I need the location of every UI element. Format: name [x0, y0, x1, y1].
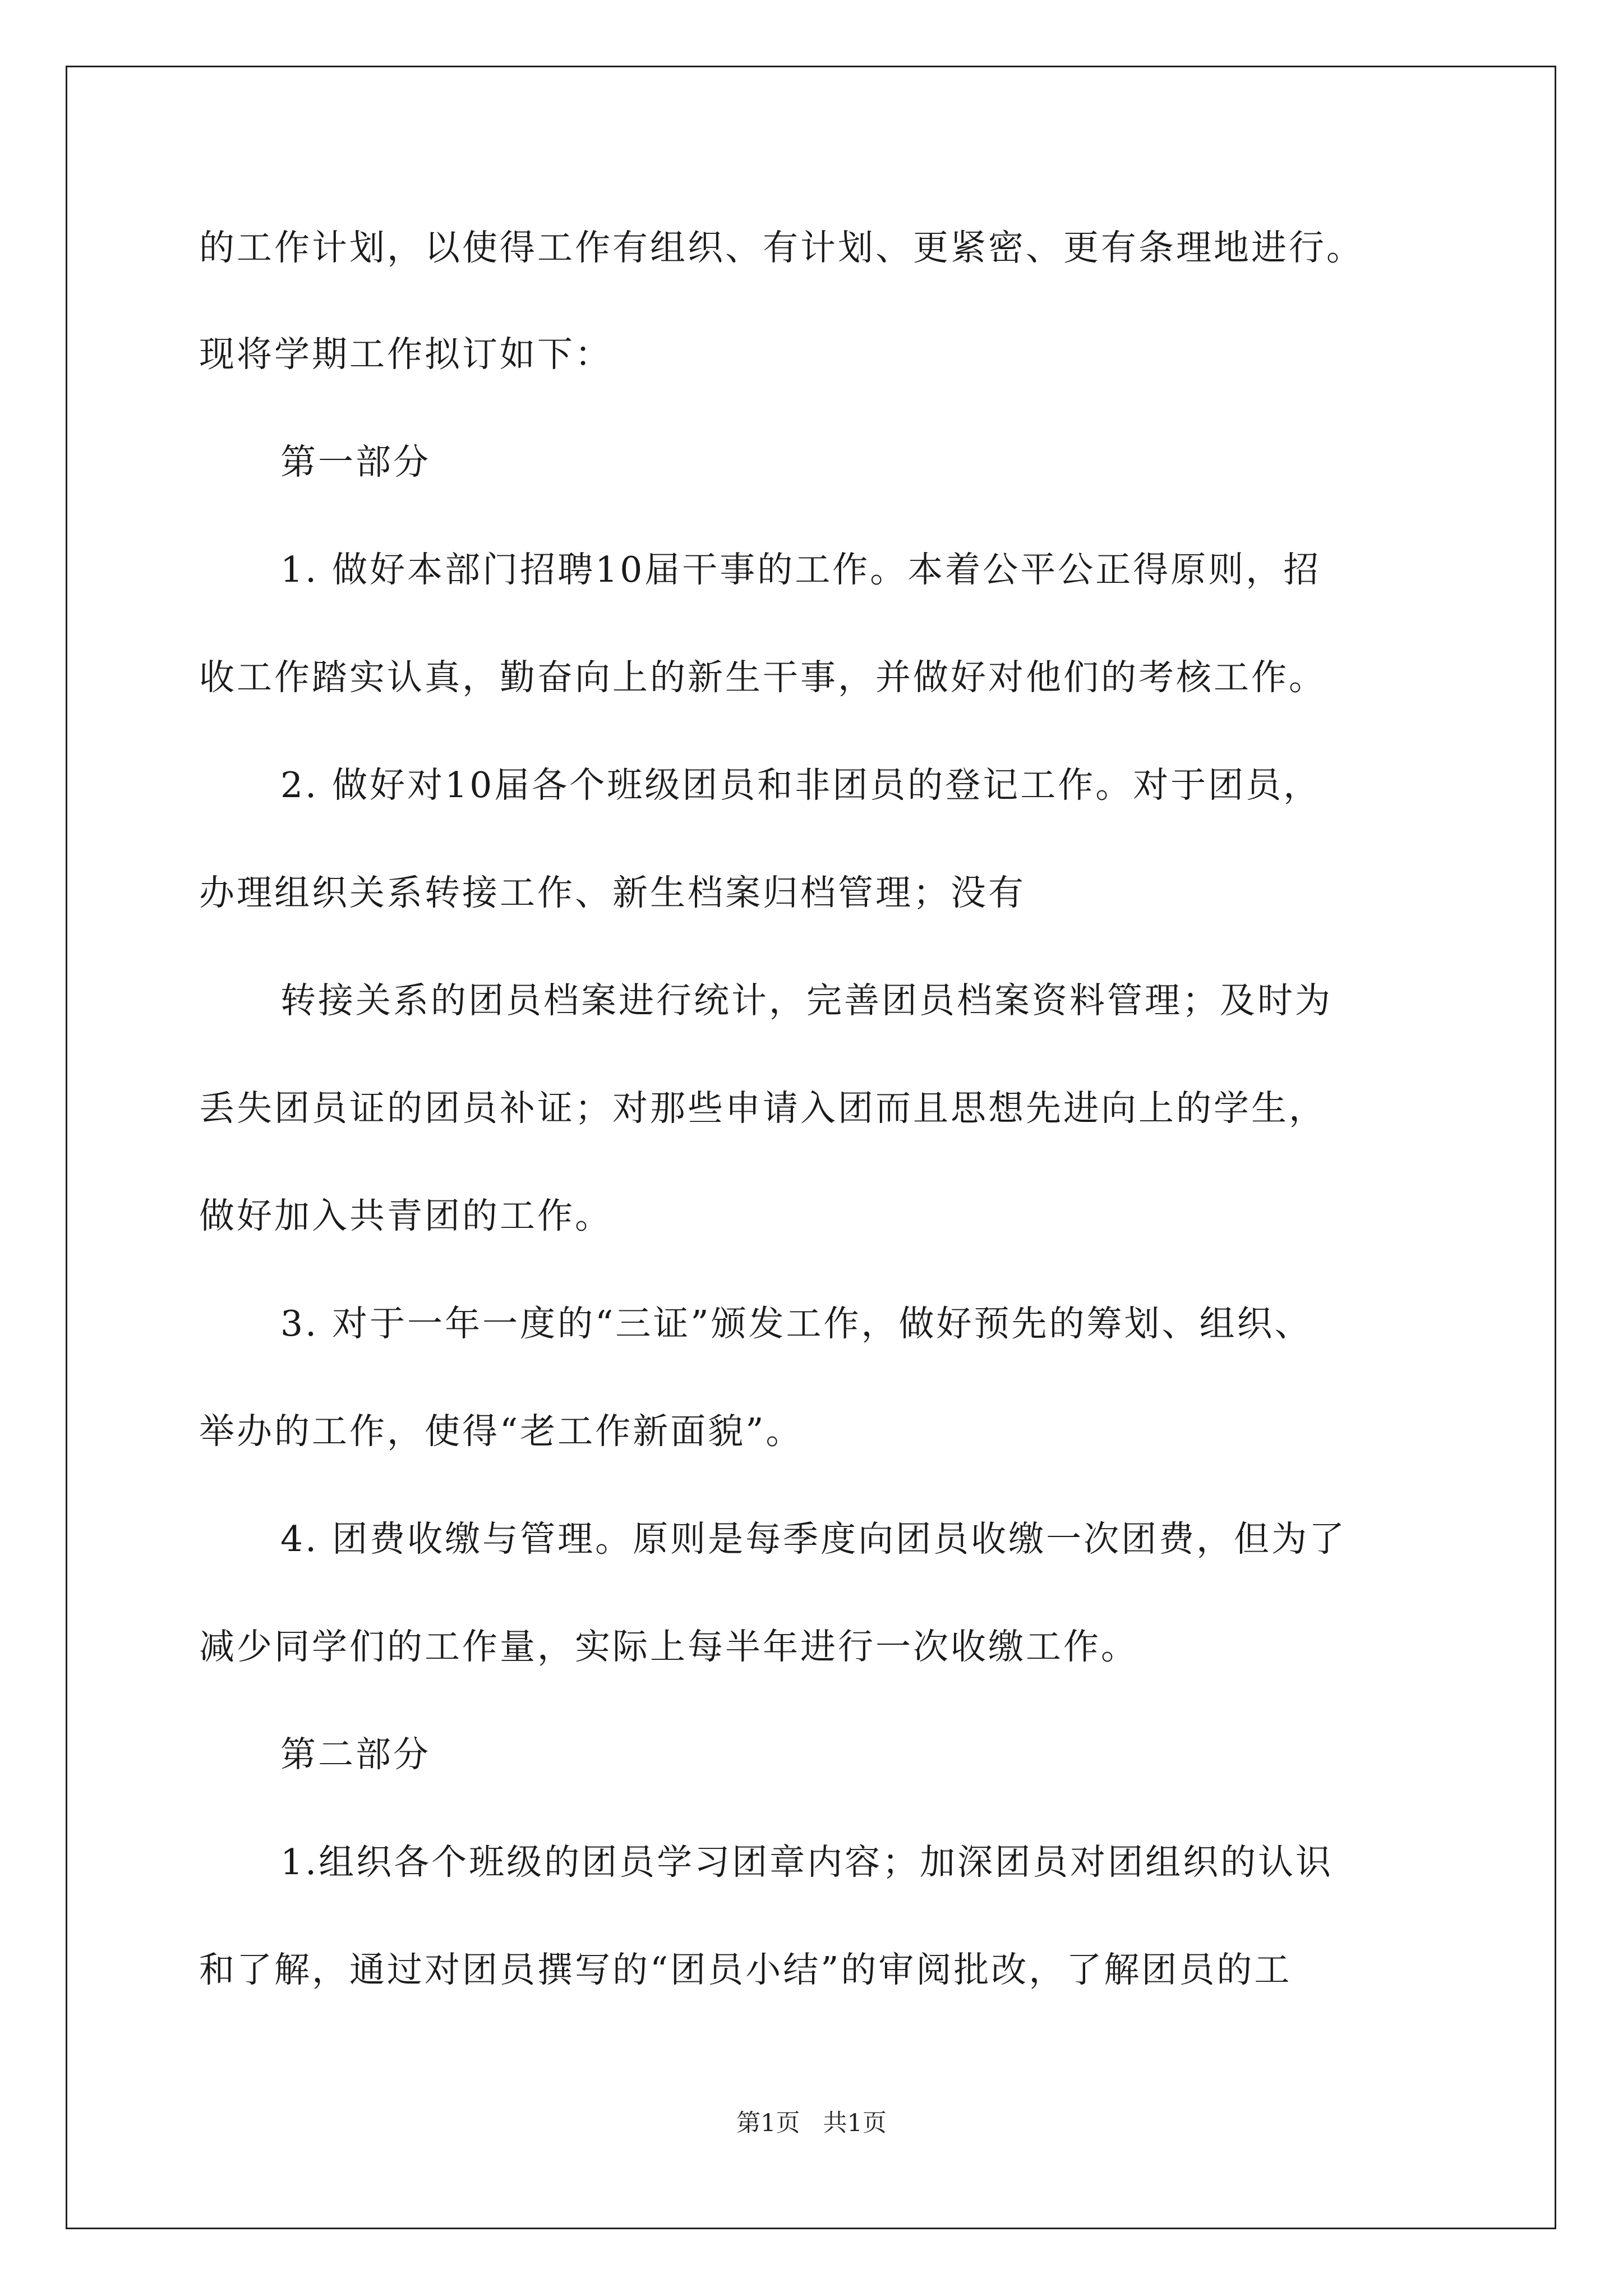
- body-line-7: 办理组织关系转接工作、新生档案归档管理；没有: [199, 872, 1026, 913]
- body-line-6: 2. 做好对10届各个班级团员和非团员的登记工作。对于团员，: [280, 765, 1321, 806]
- body-line-2: 现将学期工作拟订如下：: [199, 334, 612, 375]
- body-line-10: 做好加入共青团的工作。: [199, 1195, 612, 1236]
- body-line-1: 的工作计划，以使得工作有组织、有计划、更紧密、更有条理地进行。: [199, 227, 1364, 268]
- body-line-4: 1. 做好本部门招聘10届干事的工作。本着公平公正得原则，招: [280, 549, 1321, 590]
- body-line-9: 丢失团员证的团员补证；对那些申请入团而且思想先进向上的学生，: [199, 1088, 1326, 1129]
- body-line-14: 减少同学们的工作量，实际上每半年进行一次收缴工作。: [199, 1626, 1138, 1667]
- page-border: [66, 66, 1556, 2229]
- body-line-17: 和了解，通过对团员撰写的“团员小结”的审阅批改，了解团员的工: [199, 1949, 1292, 1990]
- page-number-footer: 第1页 共1页: [736, 2109, 887, 2137]
- body-line-16: 1.组织各个班级的团员学习团章内容；加深团员对团组织的认识: [280, 1842, 1334, 1883]
- section-heading-part-1: 第一部分: [280, 441, 431, 482]
- body-line-13: 4. 团费收缴与管理。原则是每季度向团员收缴一次团费，但为了: [280, 1519, 1347, 1559]
- body-line-12: 举办的工作，使得“老工作新面貌”。: [199, 1411, 804, 1452]
- body-line-8: 转接关系的团员档案进行统计，完善团员档案资料管理；及时为: [280, 980, 1332, 1021]
- section-heading-part-2: 第二部分: [280, 1734, 431, 1775]
- body-line-5: 收工作踏实认真，勤奋向上的新生干事，并做好对他们的考核工作。: [199, 657, 1326, 698]
- body-line-11: 3. 对于一年一度的“三证”颁发工作，做好预先的筹划、组织、: [280, 1303, 1312, 1344]
